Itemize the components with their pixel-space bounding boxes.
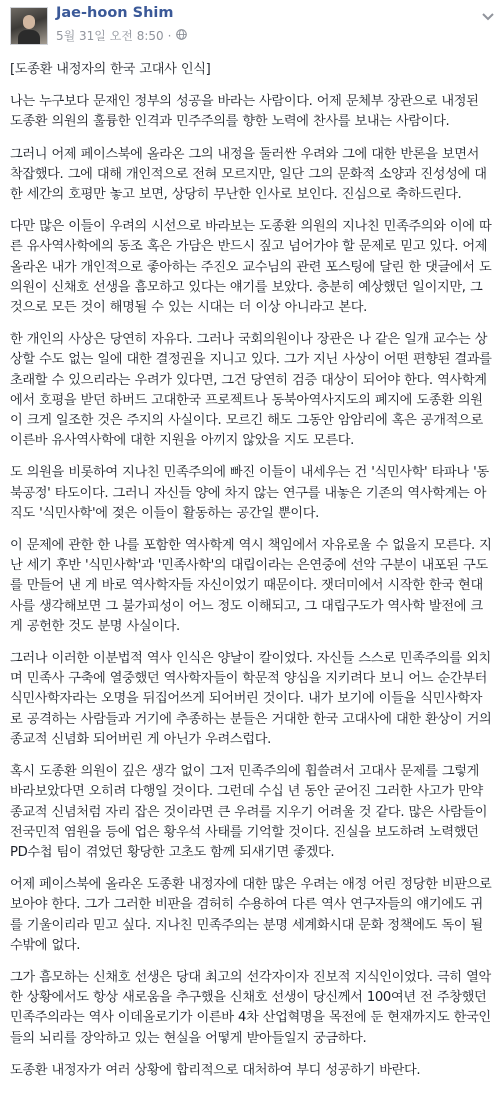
post-title: [도종환 내정자의 한국 고대사 인식] bbox=[10, 62, 211, 77]
post-paragraph: 도종환 내정자가 여러 상황에 합리적으로 대처하여 부디 성공하기 바란다. bbox=[10, 1062, 421, 1078]
globe-icon bbox=[176, 29, 187, 43]
post-paragraph: 나는 누구보다 문재인 정부의 성공을 바라는 사람이다. 어제 문체부 장관으로 내정된 도종환 의원의 훌륭한 인격과 민주주의를 향한 노력에 찬사를 보내는 사람이다. bbox=[10, 94, 479, 130]
chevron-down-icon[interactable] bbox=[480, 8, 496, 20]
meta-separator: · bbox=[167, 28, 172, 43]
post-body bbox=[0, 52, 504, 1081]
post-paragraph: 그러니 어제 페이스북에 올라온 그의 내정을 둘러싼 우려와 그에 대한 반론을 보면서 착잡했다. 그에 대해 개인적으로 전혀 모르지만, 일단 그의 문화적 소양과 진성성에 대한 세간의 호평만 놓고 보면, 상당히 무난한 인사로 보인다. 진심으로 축하드린다. bbox=[10, 146, 487, 203]
avatar-body bbox=[18, 30, 40, 44]
post-paragraph: 그가 흠모하는 신채호 선생은 당대 최고의 선각자이자 진보적 지식인이었다. 극히 열악한 상황에서도 항상 새로움을 추구했을 신채호 선생이 당신께서 100여년 전 주창했던 민족주의라는 역사 이데올로기가 이른바 4차 산업혁명을 목전에 둔 현재까지도 한국인들의 뇌리를 장악하고 있는 현실을 어떻게 받아들일지 궁금하다. bbox=[10, 969, 491, 1046]
author-name[interactable]: Jae-hoon Shim bbox=[56, 5, 174, 21]
post-paragraph: 그러나 이러한 이분법적 역사 인식은 양날이 칼이었다. 자신들 스스로 민족주의를 외치며 민족사 구축에 열중했던 역사학자들이 학문적 양심을 지키려다 보니 어느 순간부터 식민사학자라는 오명을 뒤집어쓰게 되어버린 것이다. 내가 보기에 이들을 식민사학자로 공격하는 사람들과 거기에 추종하는 분들은 거대한 한국 고대사에 대한 환상이 거의 종교적 신념화 되어버린 게 아닌가 우려스럽다. bbox=[10, 651, 492, 747]
post-paragraph: 다만 많은 이들이 우려의 시선으로 바라보는 도종환 의원의 지나친 민족주의와 이에 따른 유사역사학에의 동조 혹은 가담은 반드시 짚고 넘어가야 할 문제로 믿고 있다. 어제 올라온 내가 개인적으로 좋아하는 주진오 교수님의 관련 포스팅에 달린 한 댓글에서 도 의원이 신채호 선생을 흠모하고 있다는 얘기를 보았다. 충분히 예상했던 일이지만, 그것으로 모든 것이 해명될 수 있는 시대는 더 이상 아니라고 본다. bbox=[10, 219, 492, 316]
post-paragraph: 이 문제에 관한 한 나를 포함한 역사학계 역시 책임에서 자유로울 수 없을지 모른다. 지난 세기 후반 '식민사학'과 '민족사학'의 대립이라는 은연중에 선악 구분이 내포된 구도를 만들어 낸 게 바로 역사학자들 자신이었기 때문이다. 잿더미에서 시작한 한국 현대사를 생각해보면 그 불가피성이 어느 정도 이해되고, 그 대립구도가 역사학 발전에 크게 공헌한 것도 분명 사실이다. bbox=[10, 538, 492, 634]
post-paragraph: 도 의원을 비롯하여 지나친 민족주의에 빠진 이들이 내세우는 건 '식민사학' 타파나 '동북공정' 타도이다. 그러니 자신들 양에 차지 않는 연구를 내놓은 기존의 역사학계는 아직도 '식민사학'에 젖은 이들이 활동하는 공간일 뿐이다. bbox=[10, 465, 489, 521]
post-paragraph: 혹시 도종환 의원이 깊은 생각 없이 그저 민족주의에 휩쓸려서 고대사 문제를 그렇게 바라보았다면 오히려 다행일 것이다. 그런데 수십 년 동안 굳어진 그러한 사고가 만약 종교적 신념처럼 자리 잡은 것이라면 큰 우려를 지우기 어려울 것 같다. 많은 사람들이 전국민적 염원을 등에 업은 황우석 사태를 기억할 것이다. 진실을 보도하려 노력했던 PD수첩 팀이 겪었던 황당한 고초도 함께 되새기면 좋겠다. bbox=[10, 764, 488, 860]
avatar[interactable] bbox=[10, 7, 48, 45]
post-paragraph: 한 개인의 사상은 당연히 자유다. 그러나 국회의원이나 장관은 나 같은 일개 교수는 상상할 수도 없는 일에 대한 결정권을 지니고 있다. 그가 지닌 사상이 어떤 편향된 결과를 초래할 수 있으리라는 우려가 있다면, 그건 당연히 검증 대상이 되어야 한다. 역사학계에서 호평을 받던 하버드 고대한국 프로젝트나 동북아역사지도의 폐지에 도종환 의원이 크게 일조한 것은 주지의 사실이다. 모르긴 해도 그동안 암암리에 혹은 공개적으로 이른바 유사역사학에 대한 지원을 아끼지 않았을 지도 모른다. bbox=[10, 332, 492, 449]
avatar-face bbox=[23, 15, 35, 29]
post-header bbox=[0, 0, 504, 52]
post-timestamp[interactable]: 5월 31일 오전 8:50 bbox=[56, 29, 164, 43]
post-paragraph: 어제 페이스북에 올라온 도종환 내정자에 대한 많은 우려는 애정 어린 정당한 비판으로 보아야 한다. 그가 그러한 비판을 겸허히 수용하여 다른 역사 연구자들의 얘기에도 귀를 기울이리라 믿고 싶다. 지나친 민족주의는 분명 세계화시대 문화 정책에도 독이 될 수밖에 없다. bbox=[10, 877, 492, 953]
post-meta bbox=[56, 27, 187, 44]
